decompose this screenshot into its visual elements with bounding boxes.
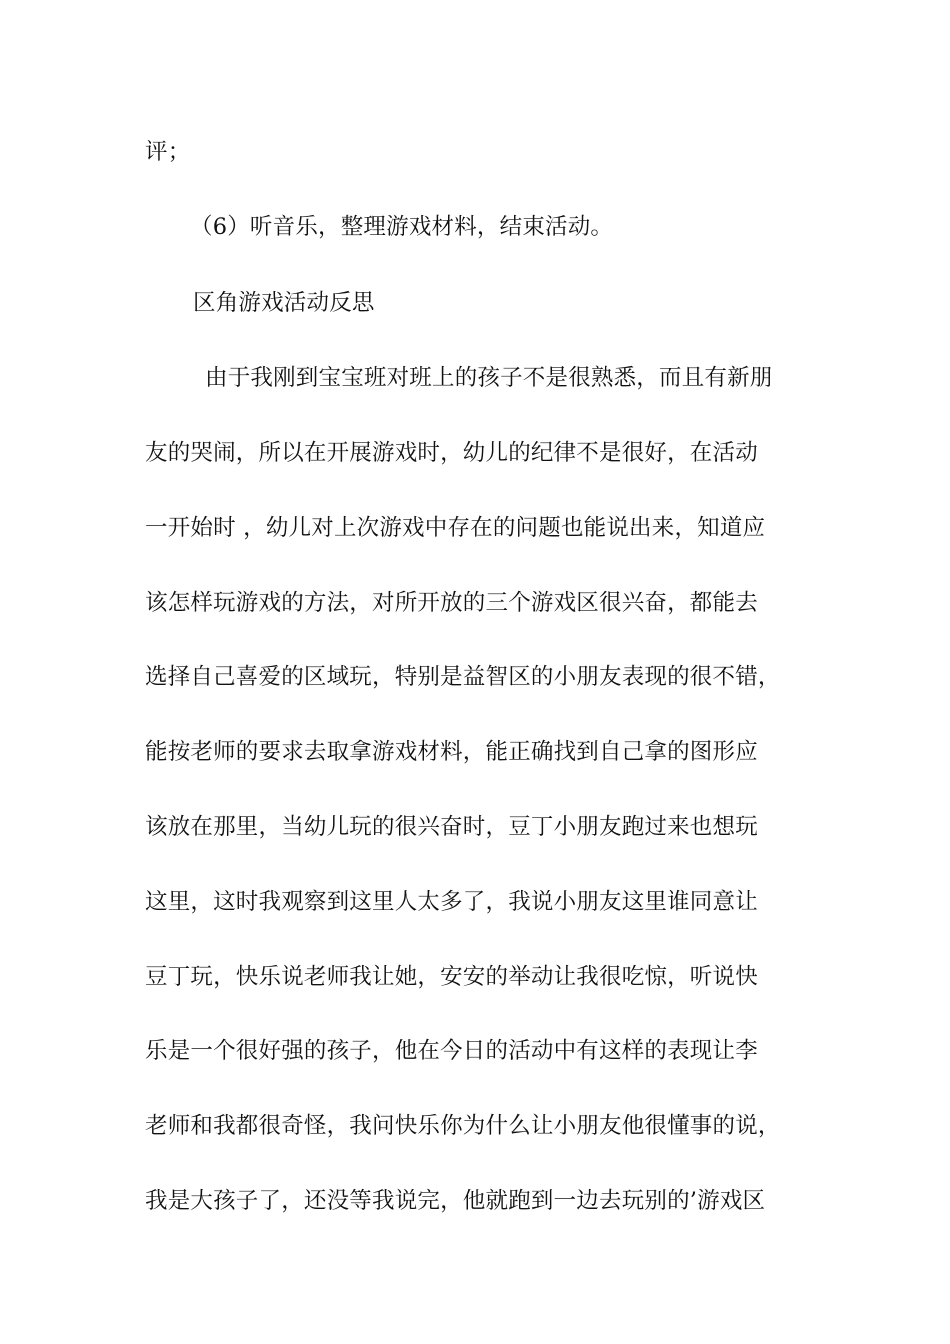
text-line: （6）听音乐，整理游戏材料，结束活动。 bbox=[190, 214, 614, 240]
text-line: 我是大孩子了，还没等我说完，他就跑到一边去玩别的’游戏区 bbox=[145, 1188, 766, 1214]
text-line: 该放在那里，当幼儿玩的很兴奋时，豆丁小朋友跑过来也想玩 bbox=[145, 814, 758, 840]
section-heading: 区角游戏活动反思 bbox=[193, 290, 375, 316]
text-line: 这里，这时我观察到这里人太多了，我说小朋友这里谁同意让 bbox=[145, 889, 758, 915]
text-line: 由于我刚到宝宝班对班上的孩子不是很熟悉，而且有新朋 bbox=[205, 365, 773, 391]
text-line: 友的哭闹，所以在开展游戏时，幼儿的纪律不是很好，在活动 bbox=[145, 440, 758, 466]
text-line: 评； bbox=[145, 139, 191, 165]
text-line: 该怎样玩游戏的方法，对所开放的三个游戏区很兴奋，都能去 bbox=[145, 590, 758, 616]
text-line: 一开始时 ，幼儿对上次游戏中存在的问题也能说出来，知道应 bbox=[145, 515, 766, 541]
text-line: 选择自己喜爱的区域玩，特别是益智区的小朋友表现的很不错， bbox=[145, 664, 781, 690]
text-line: 豆丁玩，快乐说老师我让她，安安的举动让我很吃惊，听说快 bbox=[145, 964, 758, 990]
text-line: 老师和我都很奇怪，我问快乐你为什么让小朋友他很懂事的说， bbox=[145, 1113, 781, 1139]
text-line: 能按老师的要求去取拿游戏材料，能正确找到自己拿的图形应 bbox=[145, 739, 758, 765]
text-line: 乐是一个很好强的孩子，他在今日的活动中有这样的表现让李 bbox=[145, 1038, 758, 1064]
